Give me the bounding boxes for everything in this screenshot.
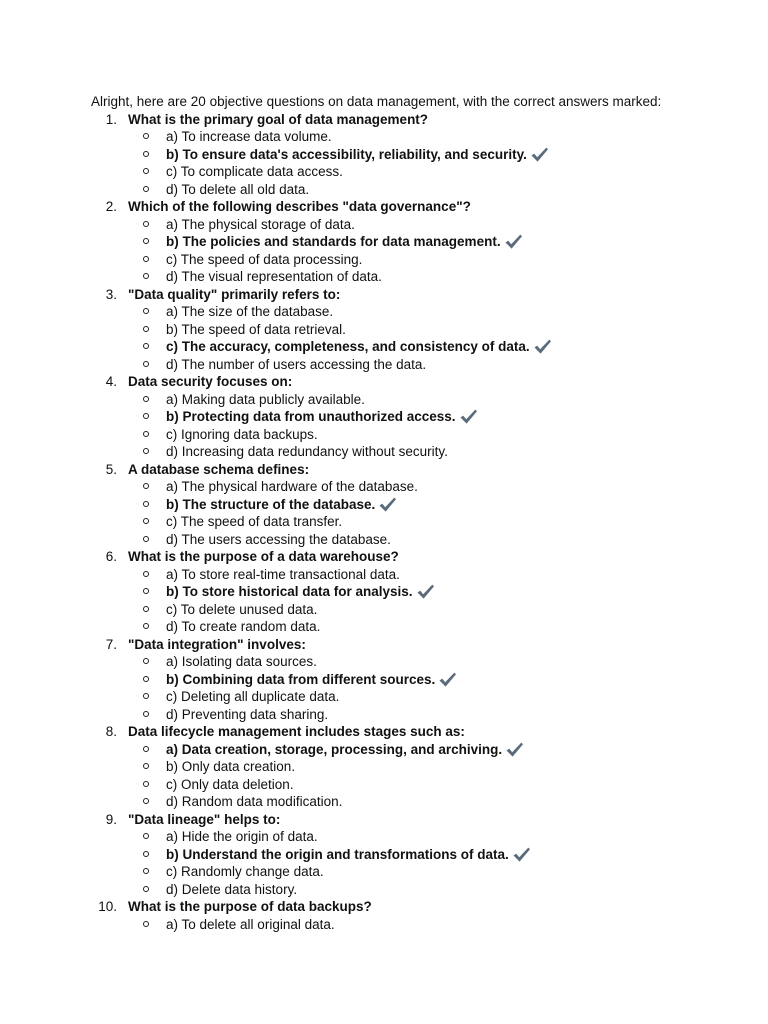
- circle-bullet-icon: [143, 238, 149, 244]
- circle-bullet-icon: [143, 851, 149, 857]
- answer-option-text: a) The physical storage of data.: [166, 216, 355, 232]
- question-number: 2.: [105, 199, 117, 214]
- answer-option-text: d) The number of users accessing the data.: [166, 356, 427, 372]
- circle-bullet-icon: [143, 746, 149, 752]
- circle-bullet-icon: [143, 151, 149, 157]
- answer-option: [0, 443, 768, 461]
- question-text: What is the purpose of a data warehouse?: [128, 549, 399, 564]
- answer-option: [0, 601, 768, 619]
- answer-option-content: [166, 356, 426, 374]
- answer-option-content: [166, 671, 457, 689]
- question-number: 8.: [105, 724, 117, 739]
- answer-option-content: [166, 251, 362, 269]
- answer-option-content: [166, 601, 317, 619]
- answer-option-content: [166, 846, 531, 864]
- answer-option-text: a) Hide the origin of data.: [166, 829, 318, 844]
- question-item: [0, 898, 768, 916]
- answer-option-content: [166, 496, 397, 514]
- intro-text: Alright, here are 20 objective questions on data management, with the correct answers marked:: [91, 94, 662, 109]
- circle-bullet-icon: [143, 326, 149, 332]
- answer-option-correct: [0, 146, 768, 164]
- circle-bullet-icon: [143, 921, 149, 927]
- question-text: "Data lineage" helps to:: [128, 811, 281, 827]
- answer-option: [0, 478, 768, 496]
- answer-option-text: a) Isolating data sources.: [166, 654, 317, 669]
- circle-bullet-icon: [143, 868, 149, 874]
- answer-option-content: [166, 863, 324, 881]
- answer-option-text: c) To delete unused data.: [166, 601, 318, 617]
- circle-bullet-icon: [143, 781, 149, 787]
- circle-bullet-icon: [143, 798, 149, 804]
- check-mark-icon: [530, 146, 549, 163]
- check-mark-icon: [378, 496, 397, 513]
- answer-option-text: d) The visual representation of data.: [166, 269, 382, 284]
- answer-option-content: [166, 513, 342, 531]
- circle-bullet-icon: [143, 501, 149, 507]
- answer-option-content: [166, 793, 342, 811]
- question-number: 1.: [105, 111, 117, 127]
- answer-option-text: c) Ignoring data backups.: [166, 426, 318, 442]
- answer-option-text: d) To delete all old data.: [166, 181, 310, 197]
- answer-option: [0, 776, 768, 794]
- circle-bullet-icon: [143, 448, 149, 454]
- answer-option-content: [166, 443, 448, 461]
- answer-option-text: a) The size of the database.: [166, 304, 334, 319]
- answer-option-text: c) Randomly change data.: [166, 864, 324, 879]
- answer-option-content: [166, 741, 524, 759]
- answer-option-content: [166, 688, 339, 706]
- circle-bullet-icon: [143, 571, 149, 577]
- answer-option-text: c) The speed of data transfer.: [166, 514, 343, 529]
- question-text: Data security focuses on:: [128, 374, 293, 389]
- answer-option-content: [166, 618, 320, 636]
- answer-option-text: a) To increase data volume.: [166, 129, 332, 144]
- question-text: What is the purpose of data backups?: [128, 899, 372, 914]
- question-text: A database schema defines:: [128, 461, 310, 477]
- answer-option-content: [166, 268, 382, 286]
- circle-bullet-icon: [143, 658, 149, 664]
- answer-option-content: [166, 706, 328, 724]
- answer-option-content: [166, 653, 317, 671]
- circle-bullet-icon: [143, 623, 149, 629]
- answer-option-content: [166, 881, 297, 899]
- circle-bullet-icon: [143, 886, 149, 892]
- answer-option-text: b) To store historical data for analysis.: [166, 584, 413, 599]
- answer-option-correct: [0, 338, 768, 356]
- answer-option-content: [166, 128, 332, 146]
- answer-option: [0, 916, 768, 934]
- answer-option: [0, 251, 768, 269]
- answer-option-content: [166, 566, 400, 584]
- circle-bullet-icon: [143, 588, 149, 594]
- answer-option-text: c) Only data deletion.: [166, 776, 294, 792]
- check-mark-icon: [438, 671, 457, 688]
- circle-bullet-icon: [143, 256, 149, 262]
- answer-option: [0, 321, 768, 339]
- question-text: "Data integration" involves:: [128, 636, 306, 652]
- answer-option: [0, 881, 768, 899]
- answer-option-text: c) To complicate data access.: [166, 164, 343, 179]
- check-mark-icon: [416, 583, 435, 600]
- answer-option-correct: [0, 741, 768, 759]
- answer-option-text: a) Making data publicly available.: [166, 391, 365, 407]
- check-mark-icon: [459, 408, 478, 425]
- question-text: "Data quality" primarily refers to:: [128, 286, 341, 302]
- answer-option-content: [166, 776, 294, 794]
- check-mark-icon: [533, 338, 552, 355]
- circle-bullet-icon: [143, 168, 149, 174]
- answer-option: [0, 391, 768, 409]
- answer-option-content: [166, 583, 435, 601]
- answer-option-text: a) Data creation, storage, processing, and archiving.: [166, 741, 503, 757]
- question-item: [0, 373, 768, 391]
- circle-bullet-icon: [143, 186, 149, 192]
- answer-option-text: b) The policies and standards for data management.: [166, 234, 501, 249]
- circle-bullet-icon: [143, 413, 149, 419]
- answer-option: [0, 531, 768, 549]
- answer-option-text: b) To ensure data's accessibility, reliability, and security.: [166, 146, 527, 162]
- question-item: [0, 111, 768, 129]
- answer-option: [0, 706, 768, 724]
- question-number: 10.: [98, 899, 117, 914]
- question-number: 6.: [105, 549, 117, 564]
- answer-option-text: b) The structure of the database.: [166, 496, 376, 512]
- question-item: [0, 548, 768, 566]
- answer-option: [0, 303, 768, 321]
- answer-option: [0, 356, 768, 374]
- answer-option: [0, 513, 768, 531]
- answer-option: [0, 163, 768, 181]
- answer-option-text: a) To store real-time transactional data.: [166, 566, 400, 582]
- answer-option-content: [166, 321, 346, 339]
- answer-option-correct: [0, 233, 768, 251]
- answer-option-content: [166, 391, 365, 409]
- question-text: Data lifecycle management includes stages such as:: [128, 724, 465, 739]
- answer-option-text: a) To delete all original data.: [166, 916, 335, 932]
- answer-option-text: c) Deleting all duplicate data.: [166, 689, 340, 704]
- question-text: What is the primary goal of data management?: [128, 111, 429, 127]
- answer-option-content: [166, 426, 318, 444]
- answer-option-correct: [0, 583, 768, 601]
- question-item: [0, 286, 768, 304]
- answer-option: [0, 216, 768, 234]
- answer-option: [0, 618, 768, 636]
- question-text: Which of the following describes "data governance"?: [128, 199, 471, 214]
- answer-option-text: b) Protecting data from unauthorized access.: [166, 409, 456, 424]
- answer-option-correct: [0, 671, 768, 689]
- answer-option: [0, 828, 768, 846]
- question-list: [0, 111, 768, 934]
- answer-option-content: [166, 181, 309, 199]
- answer-option-text: d) Delete data history.: [166, 881, 298, 897]
- circle-bullet-icon: [143, 133, 149, 139]
- question-item: [0, 461, 768, 479]
- answer-option-text: b) Understand the origin and transformations of data.: [166, 846, 509, 862]
- answer-option-content: [166, 916, 335, 934]
- circle-bullet-icon: [143, 361, 149, 367]
- answer-option-content: [166, 163, 343, 181]
- circle-bullet-icon: [143, 483, 149, 489]
- circle-bullet-icon: [143, 606, 149, 612]
- answer-option-content: [166, 478, 418, 496]
- check-mark-icon: [512, 846, 531, 863]
- answer-option-correct: [0, 408, 768, 426]
- answer-option-content: [166, 531, 391, 549]
- answer-option: [0, 863, 768, 881]
- answer-option-text: b) The speed of data retrieval.: [166, 321, 346, 337]
- answer-option-content: [166, 338, 552, 356]
- answer-option-text: d) Increasing data redundancy without security.: [166, 444, 448, 459]
- circle-bullet-icon: [143, 536, 149, 542]
- answer-option: [0, 758, 768, 776]
- answer-option: [0, 426, 768, 444]
- answer-option-content: [166, 146, 549, 164]
- question-number: 7.: [105, 636, 117, 652]
- answer-option: [0, 688, 768, 706]
- answer-option-correct: [0, 496, 768, 514]
- answer-option-text: d) Random data modification.: [166, 794, 343, 809]
- question-number: 9.: [105, 811, 117, 827]
- question-item: [0, 636, 768, 654]
- circle-bullet-icon: [143, 518, 149, 524]
- circle-bullet-icon: [143, 676, 149, 682]
- question-number: 4.: [105, 374, 117, 389]
- answer-option: [0, 793, 768, 811]
- question-item: [0, 723, 768, 741]
- answer-option-correct: [0, 846, 768, 864]
- answer-option: [0, 128, 768, 146]
- answer-option: [0, 566, 768, 584]
- answer-option-text: d) To create random data.: [166, 619, 321, 634]
- answer-option-content: [166, 828, 318, 846]
- answer-option-text: a) The physical hardware of the database.: [166, 479, 418, 494]
- circle-bullet-icon: [143, 396, 149, 402]
- answer-option-text: b) Combining data from different sources.: [166, 671, 436, 687]
- answer-option-content: [166, 216, 355, 234]
- question-item: [0, 198, 768, 216]
- answer-option: [0, 181, 768, 199]
- question-number: 5.: [105, 461, 117, 477]
- question-item: [0, 811, 768, 829]
- answer-option-content: [166, 303, 333, 321]
- check-mark-icon: [504, 233, 523, 250]
- answer-option-text: d) The users accessing the database.: [166, 531, 391, 547]
- answer-option-content: [166, 758, 295, 776]
- answer-option-content: [166, 233, 523, 251]
- circle-bullet-icon: [143, 431, 149, 437]
- circle-bullet-icon: [143, 221, 149, 227]
- circle-bullet-icon: [143, 308, 149, 314]
- answer-option: [0, 653, 768, 671]
- circle-bullet-icon: [143, 711, 149, 717]
- answer-option-content: [166, 408, 478, 426]
- answer-option-text: d) Preventing data sharing.: [166, 706, 329, 722]
- circle-bullet-icon: [143, 763, 149, 769]
- answer-option: [0, 268, 768, 286]
- answer-option-text: b) Only data creation.: [166, 759, 296, 774]
- circle-bullet-icon: [143, 273, 149, 279]
- circle-bullet-icon: [143, 693, 149, 699]
- circle-bullet-icon: [143, 343, 149, 349]
- question-number: 3.: [105, 286, 117, 302]
- check-mark-icon: [505, 741, 524, 758]
- circle-bullet-icon: [143, 833, 149, 839]
- answer-option-text: c) The speed of data processing.: [166, 251, 363, 267]
- answer-option-text: c) The accuracy, completeness, and consistency of data.: [166, 339, 530, 354]
